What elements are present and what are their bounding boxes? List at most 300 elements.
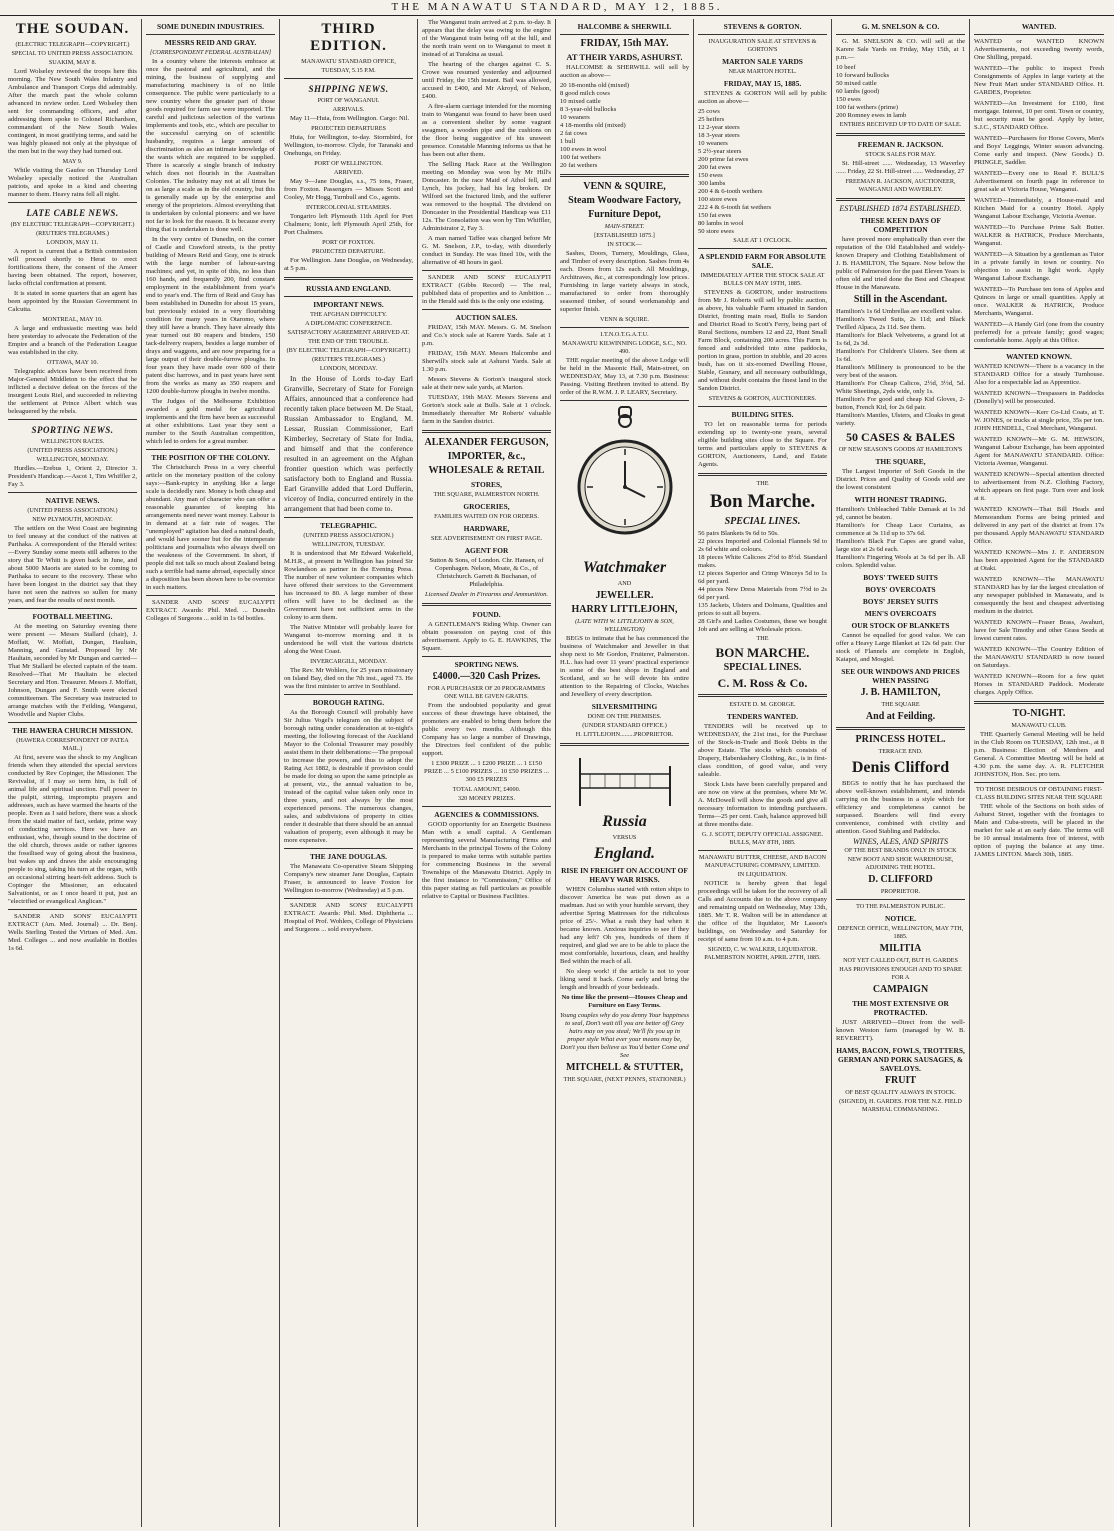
sale-location: AT THEIR YARDS, ASHURST. <box>566 52 683 62</box>
ad-title-halcombe: HALCOMBE & SHERWILL <box>577 22 672 31</box>
subhead: (UNITED PRESS ASSOCIATION.) <box>27 507 118 514</box>
ad-line: MANAWATU CLUB. <box>1011 722 1067 729</box>
wanted-ad: WANTED—Purchasers for Horse Covers, Men's and Boys' Leggings, Winter season advancing. Come early and inspect. (New Goods.) D. PRINGLE, Saddler. <box>974 135 1104 166</box>
subhead: SATISFACTORY AGREEMENT ARRIVED AT. <box>287 329 410 336</box>
ad-heading-competition: THESE KEEN DAYS OF COMPETITION <box>860 216 941 234</box>
ad-heading-groceries: GROCERIES, <box>463 502 510 511</box>
special-lines-list <box>698 530 827 634</box>
headline-native-news: NATIVE NEWS. <box>45 496 100 505</box>
special-line-item: 18 pieces White Calicoes 2½d to 8½d. Standard makes. <box>698 554 827 569</box>
stock-item: 2 fat cows <box>560 130 588 137</box>
stock-item: 200 fat ewes <box>698 164 732 171</box>
stock-item: 25 heifers <box>698 116 725 123</box>
ad-line: AND <box>617 580 632 587</box>
stock-item: 10 mixed cattle <box>560 98 601 105</box>
subhead: THE AFGHAN DIFFICULTY. <box>310 311 387 318</box>
ad-line: FAMILIES WAITED ON FOR ORDERS. <box>434 513 539 520</box>
subhead: THE END OF THE TROUBLE. <box>308 338 389 345</box>
divider <box>422 806 551 807</box>
ad-line: OF THE BEST BRANDS ONLY IN STOCK <box>844 847 957 854</box>
subhead: (UNITED PRESS ASSOCIATION.) <box>303 532 394 539</box>
headline-sporting-news: SPORTING NEWS. <box>454 660 519 669</box>
subhead: MANAWATU STANDARD OFFICE, <box>301 58 396 65</box>
ad-title-cases-bales: 50 CASES & BALES <box>845 430 956 444</box>
stock-item: 1 bull <box>560 138 576 145</box>
article-paragraph: May 11—Huia, from Wellington. Cargo: Nil. <box>290 115 410 122</box>
stock-list <box>698 108 827 236</box>
subhead: TUESDAY, 5.15 P.M. <box>321 67 376 74</box>
ad-heading-mens-overcoats: MEN'S OVERCOATS <box>864 609 937 618</box>
ad-heading-windows: SEE OUR WINDOWS AND PRICES WHEN PASSING <box>841 667 960 685</box>
ad-heading-agent: AGENT FOR <box>464 546 509 555</box>
ad-address: MAIN-STREET. <box>604 223 645 230</box>
hamilton-item: Hamilton's 1s 6d Umbrellas are excellent value. <box>836 308 963 315</box>
divider <box>422 430 551 433</box>
hamilton-list-2 <box>836 506 965 570</box>
ad-text: The Largest Importer of Soft Goods in the District. Prices and Quality of Goods sold are the lowest consistent <box>836 468 965 491</box>
article-paragraph: A report is current that a British commission will proceed shortly to Herat to erect fortifications there, the consent of the Ameer having been obtained. The report, however, lacks official confirmation at present. <box>8 248 137 287</box>
ad-heading-hams: HAMS, BACON, FOWLS, TROTTERS, GERMAN AND PORK SAUSAGES, & SAVELOYS. <box>836 1046 965 1073</box>
hamilton-item: Hamilton's for Cheap Lace Curtains, as commence at 3s 11d up to 37s 6d. <box>836 522 965 537</box>
subhead: WELLINGTON RACES. <box>40 438 105 445</box>
ad-title-d-clifford: D. CLIFFORD <box>868 874 933 885</box>
pocket-watch-illustration <box>575 405 675 555</box>
ad-verse: Young couples why do you denny Your happiness to seal, Don't wait till you are better off Grey hairs may on you steal; We'll fix you up in proper style What ever your means may be, Don't you then believe us You'd better Come and See <box>560 1012 690 1059</box>
headline-hawera-mission: THE HAWERA CHURCH MISSION. <box>12 726 133 735</box>
stock-item: 100 store ewes <box>698 196 738 203</box>
ad-line: THE <box>756 480 769 487</box>
section-title-wanted-known: WANTED KNOWN. <box>1006 352 1072 361</box>
stock-item: 100 ewes in wool <box>560 146 607 153</box>
divider <box>560 34 689 35</box>
ad-signature: FREEMAN R. JACKSON, AUCTIONEER, WANGANUI AND WAVERLEY. <box>845 178 956 193</box>
divider <box>560 327 689 328</box>
article-paragraph: A fire-alarm carriage intended for the morning train to Wanganui was found to have been used as a convenient shelter by some vagrant swagmen, a wooden pipe and the cushions on the floor being suggestive of his unsweet presence. Constable Manning informs us that he has been out after them. <box>422 103 551 158</box>
headline-found: FOUND. <box>472 610 501 619</box>
divider <box>422 656 551 657</box>
ad-heading-special-lines-2: SPECIAL LINES. <box>723 662 802 673</box>
ad-heading-boys-jersey: BOYS' JERSEY SUITS <box>862 597 939 606</box>
headline-auction-sales: AUCTION SALES. <box>455 313 518 322</box>
stock-item: 222 4 & 6-tooth fat wethers <box>698 204 772 211</box>
article-paragraph: While visiting the Gaufee on Thursday Lord Wolseley specially noticed the Australian patriots, and spoke in a kind and cheering manner to them. Heavy rains fell all night. <box>8 167 137 198</box>
ad-line: [ESTABLISHED 1875.] <box>594 232 655 239</box>
dateline: WELLINGTON, MONDAY. <box>36 456 109 463</box>
article-paragraph: For Wellington. Jane Douglas, on Wednesday, at 5 p.m. <box>284 257 413 272</box>
article-paragraph: The Judges of the Melbourne Exhibition awarded a gold medal for agricultural implements and the firm have been as successful at other exhibitions. Last year they sent a number to the South Australian competition, which led to orders for a great number. <box>146 398 275 445</box>
divider <box>974 782 1104 783</box>
article-paragraph: It is understood that Mr Edward Wakefield, M.H.R., at present in Wellington has joined Sir Rowlandson as partner in the Evening Press. The number of new volunteer companies which have offered their services to the Government has increased to 80. A large number of these offers will have to be declined as the Government have not sufficient arms in the colony to arm them. <box>284 550 413 621</box>
special-line-item: 28 Girl's and Ladies Costumes, these we bought Job and are selling at Wholesale prices. <box>698 618 827 633</box>
hamilton-item: Hamilton's For Cheap Calicos, 2½d, 3½d, 5d. White Sheetings, 2yds wide, only 1s. <box>836 380 965 395</box>
special-line-item: 22 pieces Imported and Colonial Flannels 9d to 2s 6d white and colours. <box>698 538 827 553</box>
ad-heading-marton: MARTON SALE YARDS <box>722 57 803 66</box>
divider <box>836 198 965 201</box>
dateline: SUAKIM, MAY 8. <box>48 59 97 66</box>
stock-item: 60 lambs (good) <box>836 88 880 95</box>
divider <box>284 694 413 695</box>
stock-item: 18 3-year steers <box>698 132 740 139</box>
wanted-known-ad: WANTED KNOWN—Special attention directed to advertisement from N.Z. Clothing Factory, which appears on first page. Turn over and look at it. <box>974 471 1104 502</box>
ad-line: (LATE WITH W. LITTLEJOHN & SON, WELLINGTON) <box>575 618 674 633</box>
dateline: LONDON, MAY 11. <box>46 239 99 246</box>
subhead: PROJECTED DEPARTURE. <box>312 248 385 255</box>
headline-third-edition: THIRD EDITION. <box>310 21 387 54</box>
article-paragraph: A large and enthusiastic meeting was held here yesterday to advocate the Federation of the Empire and a branch of the Federation League was established in the city. <box>8 325 137 356</box>
ad-text: BEGS to intimate that he has commenced the business of Watchmaker and Jeweller in that shop next to Mr Gordon, Fruiterer, Palmerston. H.L. has had over 11 years' practical experience in some of the best shops in England and Scotland, and so he will devote his entire attention to the Repairing of Clocks, Watches and Jewellery of every description. <box>560 635 689 698</box>
prize-total: TOTAL AMOUNT, £4000. <box>452 786 521 793</box>
stock-item: 10 weaners <box>698 140 728 147</box>
ad-text: have proved more emphatically than ever the reputation of the Old Established and widely-known Drapery and Clothing Establishment of J. B. HAMILTON, The Square. Now below the public of Palmerston for the past Eleven Years is often old and tried done the Best and Cheapest House in the Manawatu. <box>836 236 965 291</box>
divider <box>974 348 1104 349</box>
headline-soudan: THE SOUDAN. <box>15 21 130 37</box>
article-paragraph: A man named Taffee was charged before Mr G. M. Snelson, J.P., to-day, with disorderly conduct in Sunday. He was fined 10s, with the alternative of 48 hours in gaol. <box>422 235 551 266</box>
ad-line: NOT YET CALLED OUT, BUT H. GARDES <box>843 957 958 964</box>
stock-item: 12 2-year steers <box>698 124 740 131</box>
column-6 <box>694 19 832 1527</box>
bed-illustration <box>570 750 680 810</box>
headline-football: FOOTBALL MEETING. <box>32 612 113 621</box>
article-paragraph: Telegraphic advices have been received from Major-General Middleton to the effect that he inflicted a decisive defeat on the forces of the insurgent Louis Riel, and succeeded in relieving the settlement at Prince Albert which was beleaguered by the rebels. <box>8 368 137 415</box>
article-paragraph: The Native Minister will probably leave for Wanganui to-morrow morning and it is understood he will visit the various districts along the West Coast. <box>284 624 413 655</box>
divider <box>284 296 413 297</box>
column-5 <box>556 19 694 1527</box>
ad-title-tonight: TO-NIGHT. <box>1012 708 1066 719</box>
article-paragraph: At first, severe was the shock to my Anglican friends when they attended the special services conducted by Rev Copinger, the Missioner. The Revivalist, if I may so term him, is full of animal life and spiritual unction. Full power in the pulpit, stirring, impromptu prayers and addresses, such as have warmed the hearts of the people. Even as I said before, there was a shock from the staid matter of fact, sedate, prime way of conducting services. Here we have an enthusiast, who, though sound in the doctrine of the old church, throws aside or rather ignores the fossilised way of going about the business, but wakes up and draws the aisle encouraging people to sing, taking his turn at the organ, with an occasional stirring heart-felt address. Such is Copinger the Missioner, an educated Salvationist, or as I once heard it put, just an "electrified or evangelical Anglican." <box>8 754 137 905</box>
hamilton-item: Hamilton's Tweed Suits, 2s 11d; and Black Twilled Alpaca, 2s 11d. See them. <box>836 316 965 331</box>
ad-title-militia: MILITIA <box>879 943 922 954</box>
special-line-item: 12 pieces Superior and Crimp Winceys 5d to 1s 6d per yard. <box>698 570 827 585</box>
stock-list <box>836 64 965 120</box>
ad-address: TERRACE END. <box>878 748 923 755</box>
ad-address: THE SQUARE, (NEXT PENN'S, STATIONER.) <box>563 1076 686 1083</box>
wanted-ad: WANTED—To Purchase ten tons of Apples and Quinces in large or small quantities. Apply at once. WALKER & HATRICK, Produce Merchants, Wanganui. <box>974 286 1104 317</box>
subhead: PORT OF WANGANUI. <box>317 97 380 104</box>
ad-line: PROPRIETOR. <box>880 888 921 895</box>
ad-title-bon-marche: Bon Marche. <box>709 491 816 512</box>
wanted-ad: WANTED—A Situation by a gentleman as Tutor in a private family in town or country. No objection to assist in light work. Apply Wanganui Labour Exchange. <box>974 251 1104 282</box>
ad-line: SALE AT 1 O'CLOCK. <box>733 237 792 244</box>
stock-list <box>560 82 689 170</box>
headline-agencies: AGENCIES & COMMISSIONS. <box>434 810 539 819</box>
section-title-wanted: WANTED. <box>1021 22 1057 31</box>
headline-sporting: SPORTING NEWS. <box>31 425 114 435</box>
ad-heading-honest-trading: WITH HONEST TRADING. <box>854 495 947 504</box>
stock-item: 20 18-months old (mixed) <box>560 82 630 89</box>
divider <box>8 722 137 723</box>
ad-text: No time like the present—Houses Cheap and Furniture on Easy Terms. <box>561 994 688 1009</box>
notice-text: STEVENS & GORTON Will sell by public auction as above— <box>698 90 827 105</box>
prize-count: 320 MONEY PRIZES. <box>457 795 515 802</box>
ad-text: Cannot be equalled for good value. We can offer a Heavy Large Blanket at 12s 6d pair. Our stock of Flannels are complete in English, Kaiapoi, and Mosgiel. <box>836 632 965 663</box>
subhead: (ELECTRIC TELEGRAPH—COPYRIGHT.) <box>15 41 130 48</box>
dateline: MONTREAL, MAY 10. <box>42 316 103 323</box>
ad-line: IN LIQUIDATION. <box>737 871 788 878</box>
wanted-known-ad: WANTED KNOWN—The Country Edition of the MANAWATU STANDARD is now issued on Saturdays. <box>974 646 1104 669</box>
notice-text: THE Quarterly General Meeting will be held in the Club Room on TUESDAY, 12th inst., at 8 p.m. Business: Election of Members and General. A Committee Meeting will be held at 4.30 p.m. the same day. A. R. FLETCHER JOHNSTON, Hon. Sec. pro tem. <box>974 731 1104 778</box>
ad-line: NEAR MARTON HOTEL. <box>728 68 797 75</box>
wanted-known-ad: WANTED KNOWN—Room for a few quiet Horses in STANDARD Paddock. Moderate charges. Apply Office. <box>974 673 1104 696</box>
ad-signature: STEVENS & GORTON, AUCTIONEERS. <box>708 395 817 402</box>
article-paragraph: The settlers on the West Coast are beginning to feel uneasy at the conduct of the natives at Parihaka. A correspondent of the Herald writes:—Every Sunday some meets still adheres to the story that Te Whiti is given back in June, and about 5000 Maoris are stated to be coming to Parihaka to secure to the recovery. These who have been longest in the district say that they have not seen the natives so sullen for many years, and fear the results of next month. <box>8 525 137 604</box>
ad-title-campaign: CAMPAIGN <box>872 984 929 995</box>
auction-notice: TUESDAY, 19th MAY. Messrs Stevens and Gorton's stock sale at Bulls. Sale at 1 o'clock. Immediately thereafter Mr Roberts' valuable farm in the Sandon district. <box>422 394 551 425</box>
article-paragraph: The Christchurch Press in a very cheerful article on the monetary position of the colony says:—Bank-ruptcy in anything like a large scale is decidedly rare. Money is both cheap and abundant. Any man of character who can offer a reasonable guarantee of keeping his arrangements need never want money. Labour is in demand at a fair rate of wages. The "unemployed" agitation has died a natural death, and would have sooner but for the intemperate politicians and journalists who always dwell on the weakness of the Government. In short, if people did not talk so much about Zealand being such a terrible bad name abroad, especially since a disposition has been shown here to be overnice in such matters. <box>146 464 275 591</box>
stock-item: 8 good milch cows <box>560 90 610 97</box>
special-line-item: 135 Jackets, Ulsters and Dolmans, Qualities and prices to suit all buyers. <box>698 602 827 617</box>
stock-item: 150 ewes <box>836 96 861 103</box>
advertisement: SANDER AND SONS' EUCALYPTI EXTRACT. Awards: Phil. Med. Diphtheria ... Hospital of Prof. Wohlers, College of Physicians and Surgeons ... sold everywhere. <box>284 902 413 933</box>
dateline: INVERCARGILL, MONDAY. <box>310 658 387 665</box>
lodge-name: MANAWATU KILWINNING LODGE, S.C., NO. 490. <box>562 340 687 355</box>
prize-list: 1 £300 PRIZE ... 1 £200 PRIZE ... 1 £150 PRIZE ... 5 £100 PRIZES ... 10 £50 PRIZES ... 300 £5 PRIZES <box>424 760 549 783</box>
stock-item: 100 fat wethers <box>560 154 601 161</box>
ad-line: OF NEW SEASON'S GOODS AT HAMILTON'S <box>838 446 963 453</box>
ad-signature: H. LITTLEJOHN.........PROPRIETOR. <box>575 731 674 738</box>
stock-item: 150 ewes <box>698 172 723 179</box>
notice-text: NOTICE is hereby given that legal proceedings will be taken for the recovery of all Calls and Accounts due to the above company and remaining unpaid on Wednesday, May 13th, 1885. Mr T. R. Walton will be in attendance at the office of the liquidator, Mr Lasson's buildings, on Wednesday and Saturday for receipt of same from 10 a.m. to 4 p.m. <box>698 880 827 943</box>
subhead: (BY ELECTRIC TELEGRAPH—COPYRIGHT.) <box>286 347 411 354</box>
stock-item: 80 lambs in wool <box>698 220 744 227</box>
divider <box>8 608 137 609</box>
ad-title-jeweller: JEWELLER. <box>595 590 654 601</box>
notice-text: STEVENS & GORTON, under instructions from Mr J. Roberts will sell by public auction, as above, his valuable Farm situated in Sandon District, fronting main road, Bulls to Sandon and District Road to Scott's Ferry, being part of Rural Sections, numbers 12 and 22, Hunt Small Farm Block, containing 200 acres. This Farm is fenced and subdivided into nine paddocks, portion in grass, portion in stubble, and 20 acres bush, has on it six-roomed Dwelling House, Stable, Granary, and all necessary outbuildings, and without doubt contains the finest land in the Sandon District. <box>698 289 827 392</box>
dateline: WELLINGTON, TUESDAY. <box>312 541 385 548</box>
wanted-known-ad: WANTED KNOWN—That Bill Heads and Memorandum Forms are being printed and delivered in any part of the district at from 17s per thousand. Apply MANAWATU STANDARD Office. <box>974 506 1104 545</box>
ad-title-furniture: Furniture Depot, <box>588 209 661 220</box>
wanted-ad: WANTED—Immediately, a House-maid and Kitchen Maid for a country Hotel. Apply Wanganui Labour Exchange, Victoria Avenue. <box>974 197 1104 220</box>
divider <box>8 492 137 493</box>
stock-item: 10 weaners <box>560 114 590 121</box>
ad-signature: SIGNED, C. W. WALKER, LIQUIDATOR. PALMERSTON NORTH, APRIL 27TH, 1885. <box>704 946 821 961</box>
wanted-known-list <box>974 363 1104 697</box>
ad-line: MANAWATU BUTTER, CHEESE, AND BACON MANUFACTURING COMPANY, LIMITED. <box>698 854 827 869</box>
ad-title-russia: Russia <box>602 813 647 830</box>
column-3 <box>280 19 418 1527</box>
ad-text: No sleep work! if the article is not to your liking send it back. Come early and bring the length and breadth of your bedsteads. <box>560 968 689 991</box>
wanted-ad: WANTED—A Handy Girl (one from the country preferred) for a private family; good wages; comfortable home. Apply at this Office. <box>974 321 1104 344</box>
dateline: NEW PLYMOUTH, MONDAY. <box>32 516 113 523</box>
divider <box>284 848 413 849</box>
advertisement: SANDER AND SONS' EUCALYPTI EXTRACT. Awards: Phil. Med. ... Dunedin Colleges of Surgeons ... sold in 1s 6d bottles. <box>146 599 275 622</box>
divider <box>974 701 1104 704</box>
wanted-known-ad: WANTED KNOWN—There is a vacancy in the STANDARD Office for a steady Turnhouse. Also for a respectable lad as Apprentice. <box>974 363 1104 386</box>
wanted-ad: WANTED—The public to inspect Fresh Consignments of Apples in large variety at the New Fruit Mart under STANDARD Office. H. GARDES, Proprietor. <box>974 65 1104 96</box>
lodge-initials: I.T.N.O.T.G.A.T.U. <box>600 331 649 338</box>
article-paragraph: The hearing of the charges against C. S. Crowe was resumed yesterday and adjourned until Friday, the 15th instant. Bail was allowed, accused in £400, and Mr Akroyd, of Nelson, £400. <box>422 61 551 100</box>
divider <box>8 419 137 420</box>
sale-date: FRIDAY, 15th MAY. <box>580 38 669 49</box>
ad-title-woodware: Steam Woodware Factory, <box>568 195 681 206</box>
special-line-item: 44 pieces New Dress Materials from 7½d to 2s 6d per yard. <box>698 586 827 601</box>
article-paragraph: May 9—Jane Douglas, s.s., 75 tons, Fraser, from Foxton. Passengers — Misses Scott and Cooley, Mr Hogg, Turnbull and Co., agents. <box>284 178 413 201</box>
ad-heading-special-lines: SPECIAL LINES. <box>724 516 801 527</box>
advertisement: SANDER AND SONS' EUCALYPTI EXTRACT (Gibbs Record) — The real, published data of properties and to Ambition ... in the Herald said this is the only one existing. <box>422 274 551 305</box>
stock-item: 20 fat wethers <box>560 162 598 169</box>
ad-title-stevens-gorton: STEVENS & GORTON. <box>723 22 802 31</box>
article-paragraph: In the House of Lords to-day Earl Granville, Secretary of State for Foreign Affairs, announced that a conference had recently taken place between M. De Staal, Russian Ambassador to England, M. Lessar, Russian Commissioner, Earl Kimberley, Secretary of State for India, and himself and that the conference resulted in an agreement on the Afghan frontier question which was perfectly satisfactory both to England and Russia. Earl Granville added that Lord Dufferin, viceroy of India, concurred entirely in the arrangement that had been come to. <box>284 374 413 513</box>
ad-line: Licensed Dealer in Firearms and Ammunition. <box>424 591 549 598</box>
stock-item: 25 cows <box>698 108 720 115</box>
divider <box>560 400 689 401</box>
subhead: (HAWERA CORRESPONDENT OF PATEA MAIL.) <box>16 737 129 752</box>
divider <box>284 517 413 518</box>
ad-title-venn-squire: VENN & SQUIRE, <box>583 181 666 192</box>
wanted-list <box>974 38 1104 345</box>
wanted-known-ad: WANTED KNOWN—Mrs J. F. ANDERSON has been appointed Agent for the STANDARD at Otaki. <box>974 549 1104 572</box>
columns <box>4 19 1110 1527</box>
ad-line: ESTATE D. M. GEORGE. <box>729 701 796 708</box>
headline-position-colony: THE POSITION OF THE COLONY. <box>151 453 270 462</box>
ad-title-ross: C. M. Ross & Co. <box>717 676 808 690</box>
hamilton-item: Hamilton's Unbleached Table Damask at 1s 3d yd, cannot be beaten. <box>836 506 965 521</box>
stock-item: 300 lambs <box>698 180 726 187</box>
subhead: (BY ELECTRIC TELEGRAPH—COPYRIGHT.) <box>10 221 135 228</box>
hamilton-item: Hamilton's Fingering Wools at 3s 6d per lb. All colors. Splendid value. <box>836 554 965 569</box>
headline-dunedin-industries: SOME DUNEDIN INDUSTRIES. <box>157 22 264 31</box>
article-paragraph: The Wanganui train arrived at 2 p.m. to-day. It appears that the delay was owing to the engine of the Wanganui train being off at the hill, and the north train went on to Wanganui to meet it instead of at Turakina as usual. <box>422 19 551 58</box>
stock-item: 200 prime fat ewes <box>698 156 749 163</box>
ad-title-snelson: G. M. SNELSON & CO. <box>861 22 940 31</box>
subhead: (REUTER'S TELEGRAMS.) <box>312 356 385 363</box>
masthead: THE MANAWATU STANDARD, MAY 12, 1885. <box>0 0 1114 16</box>
sale-schedule: St. Hill-street ...... Wednesday, 13 Waverley ...... Friday, 22 St. Hill-street ...... Wednesday, 27 <box>836 160 965 175</box>
ad-heading-silversmithing: SILVERSMITHING <box>591 702 658 711</box>
ad-title-hamilton: J. B. HAMILTON, <box>860 687 941 698</box>
notice-text: HALCOMBE & SHERWILL will sell by auction as above— <box>560 64 689 79</box>
hamilton-item: Hamilton's for Black Velveteens, a grand lot at 1s 6d, 2s 3d. <box>836 332 965 347</box>
article-paragraph: The Manawatu Co-operative Steam Shipping Company's new steamer Jane Douglas, Captain Fraser, is announced to leave Foxton for Wellington to-morrow (Wednesday) at 5 p.m. <box>284 863 413 894</box>
divider <box>698 694 827 697</box>
wanted-ad: WANTED or WANTED KNOWN Advertisements, not exceeding twenty words, One Shilling, prepaid. <box>974 38 1104 61</box>
ad-heading-freight: RISE IN FREIGHT ON ACCOUNT OF HEAVY WAR RISKS. <box>561 866 688 884</box>
ad-line: DEFENCE OFFICE, WELLINGTON, MAY 7TH, 1885. <box>837 925 964 940</box>
ad-line: THE <box>756 635 769 642</box>
stock-item: 4 18-months old (mixed) <box>560 122 626 129</box>
subhead: PROJECTED DEPARTURES <box>311 125 386 132</box>
column-4 <box>418 19 556 1527</box>
hamilton-item: Hamilton's For good and cheap Kid Gloves, 2-button, French Kid, for 2s 6d pair. <box>836 396 965 411</box>
headline-jane-douglas: THE JANE DOUGLAS. <box>310 852 387 861</box>
headline-telegraphic: TELEGRAPHIC. <box>320 521 377 530</box>
divider <box>8 202 137 203</box>
special-line-item: 56 pairs Blankets 9s 6d to 50s. <box>698 530 779 537</box>
divider <box>974 34 1104 35</box>
ad-heading-boys-overcoats: BOYS' OVERCOATS <box>865 585 936 594</box>
auction-notice: FRIDAY, 15th MAY. Messrs Halcombe and Sherwill's stock sale at Ashurst Yards. Sale at 1.30 p.m. <box>422 350 551 373</box>
ad-heading-building-sites: BUILDING SITES. <box>731 410 794 419</box>
ad-line: ENTRIES RECEIVED UP TO DATE OF SALE. <box>839 121 962 128</box>
subhead: ARRIVALS. <box>332 106 365 113</box>
ad-line: Sutton & Sons, of London. Chr. Hansen, of Copenhagen. Nelson, Moate, & Co., of Christchurch. Garrett & Buchanan, of Philadelphia. <box>429 557 544 588</box>
wanted-known-ad: WANTED KNOWN—The MANAWATU STANDARD has by far the largest circulation of any newspaper published in Manawatu, and is consequently the best and cheapest advertising medium in the district. <box>974 576 1104 615</box>
wanted-known-ad: WANTED KNOWN—Trespassers in Paddocks (Donelly's) will be prosecuted. <box>974 390 1104 405</box>
dateline: OTTAWA, MAY 10. <box>46 359 99 366</box>
headline-late-cable: LATE CABLE NEWS. <box>26 208 119 218</box>
ad-title-stores: STORES, <box>471 480 502 489</box>
hamilton-item: Hamilton's For Children's Ulsters. See them at 1s 6d. <box>836 348 965 363</box>
ad-heading-tenders: TENDERS WANTED. <box>727 712 798 721</box>
divider <box>284 277 413 280</box>
ad-line: INAUGURATION SALE AT STEVENS & GORTON'S <box>708 38 817 53</box>
stock-item: 200 4 & 6-tooth wethers <box>698 188 763 195</box>
ad-line: TO THE PALMERSTON PUBLIC. <box>856 903 945 910</box>
subhead: (UNITED PRESS ASSOCIATION.) <box>27 447 118 454</box>
notice-text: Stock Lists have been carefully prepared and are now on view at the premises, where Mr W. A. McDowell will show the goods and give all necessary information to intending purchasers. Terms—25 per cent. Cash, balance approved bill at three months date. <box>698 781 827 828</box>
ad-title-bon-marche-2: BON MARCHE. <box>715 645 810 660</box>
ad-title-importer: IMPORTER, &c., <box>447 451 526 462</box>
article-paragraph: As the Borough Council will probably have Sir Julius Vogel's telegram on the subject of borough rating under consideration at to-night's meeting, the following forecast of the Auckland Mayor to the Colonial Treasurer may possibly assist them in their deliberations:—The proposal to increase the powers, and thus to adopt the Rating Act 1882, is desirable if provision could be made for doing so upon the same principle as at present, viz., the annual valuation to be, instead of the capital value taken only once in three years, and not always by the most experienced persons. The numerous changes, sales, and subdivisions of property in cities render it desirable that there should be an annual valuation of property, even although it may be more expensive. <box>284 709 413 844</box>
stock-item: 200 Romney ewes in lamb <box>836 112 907 119</box>
stock-item: 5 2½-year steers <box>698 148 742 155</box>
ad-address: THE SQUARE, PALMERSTON NORTH. <box>433 491 540 498</box>
prize-headline: £4000.—320 Cash Prizes. <box>432 671 541 682</box>
auction-notice: Messrs Stevens & Gorton's inaugural stock sale at their new sale yards, at Marton. <box>422 376 551 391</box>
ad-line: VERSUS <box>612 834 637 841</box>
subhead: (REUTER'S TELEGRAMS.) <box>36 230 109 237</box>
divider <box>284 898 413 899</box>
article-paragraph: Lord Wolseley reviewed the troops here this morning. The New South Wales Infantry and Ambulance and Transport Corps did admirably. After the march past the whole column advanced in review order. Lord Wolseley then sent for commanding officers, and after addressing them spoke to Colonel Richardson, commandant of the New South Wales contingent, in most gratifying terms, and said he was highly pleased not only at the physique of the men but in the way they had turned out. <box>8 68 137 155</box>
divider <box>560 743 689 746</box>
hamilton-item: Hamilton's Black Fur Capes are grand value, large size at 2s 6d each. <box>836 538 965 553</box>
ad-line: STOCK SALES FOR MAY. <box>865 151 936 158</box>
headline-important-news: IMPORTANT NEWS. <box>313 300 384 309</box>
ad-heading-boys-tweed: BOYS' TWEED SUITS <box>863 573 938 582</box>
ad-title-princess-hotel: PRINCESS HOTEL. <box>855 734 946 745</box>
article-paragraph: From the undoubted popularity and great success of these drawings have obtained, the promoters are enabled to bring them before the public every two months. Although this Company has so large a number of Drawings, the Directors feel confident of the public support. <box>422 702 551 757</box>
hamilton-list <box>836 308 965 428</box>
divider <box>560 174 689 177</box>
divider <box>836 899 965 900</box>
notice-text: GOOD opportunity for an Energetic Business Man with a small capital. A Gentleman representing several Manufacturing Firms and Merchants in the principal Towns of the Colony is prepared to make terms with suitable parties for commencing Business in the several Townships of the Manawatu District. Apply in the first instance to "Commission," Office of this paper stating as full particulars as possible relative to Capital or Business Facilities. <box>422 821 551 900</box>
ad-title-jackson: FREEMAN R. JACKSON. <box>857 140 944 149</box>
ad-title-ferguson: ALEXANDER FERGUSON, <box>424 437 549 448</box>
subhead: INTERCOLONIAL STEAMERS. <box>305 204 392 211</box>
ad-line: WINES, ALES, AND SPIRITS <box>852 837 949 846</box>
advertisement: SANDER AND SONS' EUCALYPTI EXTRACT (Am. Med. Journal) ... Dr. Benj. Wells Sterling Tested the Virtues of Med. Am. Med. Colleges ... and now available in Bottles 1s 6d. <box>8 913 137 952</box>
article-paragraph: At the meeting on Saturday evening there were present — Messrs Stallard (chair), J. Moffatt, W. Moffatt, Dungan, Haultain, Manning, and Gunstad. Proposed by Mr Haultain, seconded by Mr Dungan and carried—That Mr Stallard be elected captain of the team. Resolved—That Mr Haultain be elected Secretary and Hon. Treasurer. Messrs J. Moffatt, Johnson, Dungan and F. Smith were elected committeemen. The Secretary was instructed to arrange matches with the Feilding, Wanganui, Woodville and Napier Clubs. <box>8 623 137 718</box>
stock-item: 150 fat ewes <box>698 212 732 219</box>
sale-date: FRIDAY, MAY 15, 1885. <box>723 79 802 88</box>
stock-item: 50 store ewes <box>698 228 734 235</box>
ad-heading-square: THE SQUARE, <box>875 457 926 466</box>
ad-line: TO THOSE DESIROUS OF OBTAINING FIRST-CLASS BUILDING SITES NEAR THE SQUARE <box>975 786 1103 801</box>
notice-text: TENDERS will be received up to WEDNESDAY, the 21st inst., for the Purchase of the Stock-in-Trade and Book Debts in the above Estate. The stocks which consists of Drapery, Haberdashery Clothing, &c., is in first-class condition, of good value, and very saleable. <box>698 723 827 778</box>
ad-text: Sashes, Doors, Turnery, Mouldings, Glass, and Timber of every description. Sashes from 4s each. Doors from 12s each. All Mouldings, Architraves, &c., at correspondingly low prices. Furnishing in large variety always in stock, manufactured to order from thoroughly seasoned timber, of sound workmanship and superior finish. <box>560 250 689 313</box>
ad-title-mitchell: MITCHELL & STUTTER, <box>566 1062 683 1073</box>
divider <box>422 309 551 310</box>
auction-notice: FRIDAY, 15th MAY. Messrs. G. M. Snelson and Co.'s stock sale at Karere Yards. Sale at 1 p.m. <box>422 324 551 347</box>
notice-text: G. M. SNELSON & CO. will sell at the Karere Sale Yards on Friday, May 15th, at 1 p.m.— <box>836 38 965 61</box>
ad-heading-blankets: OUR STOCK OF BLANKETS <box>851 621 950 630</box>
ad-title-clifford: Denis Clifford <box>851 759 950 776</box>
stock-item: 10 beef <box>836 64 856 71</box>
divider <box>698 850 827 851</box>
ad-signature: (SIGNED), H. GARDES. FOR THE N.Z. FIELD MARSHAL COMMANDING. <box>839 1098 962 1113</box>
subhead: FOR A PURCHASER OF 20 PROGRAMMES ONE WILL BE GIVEN GRATIS. <box>427 685 546 700</box>
ad-text: WHEN Columbus started with rotten ships to discover America he was put down as a madman. Just so with your humble servant, they advertise Spring Mattresses for the ridiculous price of 25/-. What a rush they had when it became known. Anxious inquiries to see if they had any left? Oh yes, hundreds of them if required, and glad we are to be able to place the most comfortable, luxurious, clean, and healthy Bed within the reach of all. <box>560 886 689 965</box>
subhead: SPECIAL TO UNITED PRESS ASSOCIATION. <box>11 50 134 57</box>
notice-text: THE whole of the Sections on both sides of Ashurst Street, together with the frontages to Main and Cuba-streets, will be placed in the market for sale at an early date. The terms will be 10 annual instalments free of interest, with option of paying the balance at any time. JAMES LINTON. March 30th, 1885. <box>974 803 1104 858</box>
article-paragraph: Hurdles.—Erebus 1, Orient 2, Director 3. President's Handicap.—Ascot 1, Tim Whiffler 2, Fay 3. <box>8 465 137 488</box>
divider <box>146 449 275 450</box>
divider <box>146 34 275 35</box>
notice-text: THE regular meeting of the above Lodge will be held in the Masonic Hall, Main-street, on WEDNESDAY, May 13, at 7.30 p.m. Business: Passing. Visiting Brethren invited to attend. By order of the R.W.M. J. P. LEARY, Secretary. <box>560 357 689 396</box>
divider <box>698 34 827 35</box>
stock-item: 8 3-year-old bullocks <box>560 106 617 113</box>
ad-line: HAS PROVISIONS ENOUGH AND TO SPARE FOR A <box>839 966 962 981</box>
divider <box>422 270 551 271</box>
